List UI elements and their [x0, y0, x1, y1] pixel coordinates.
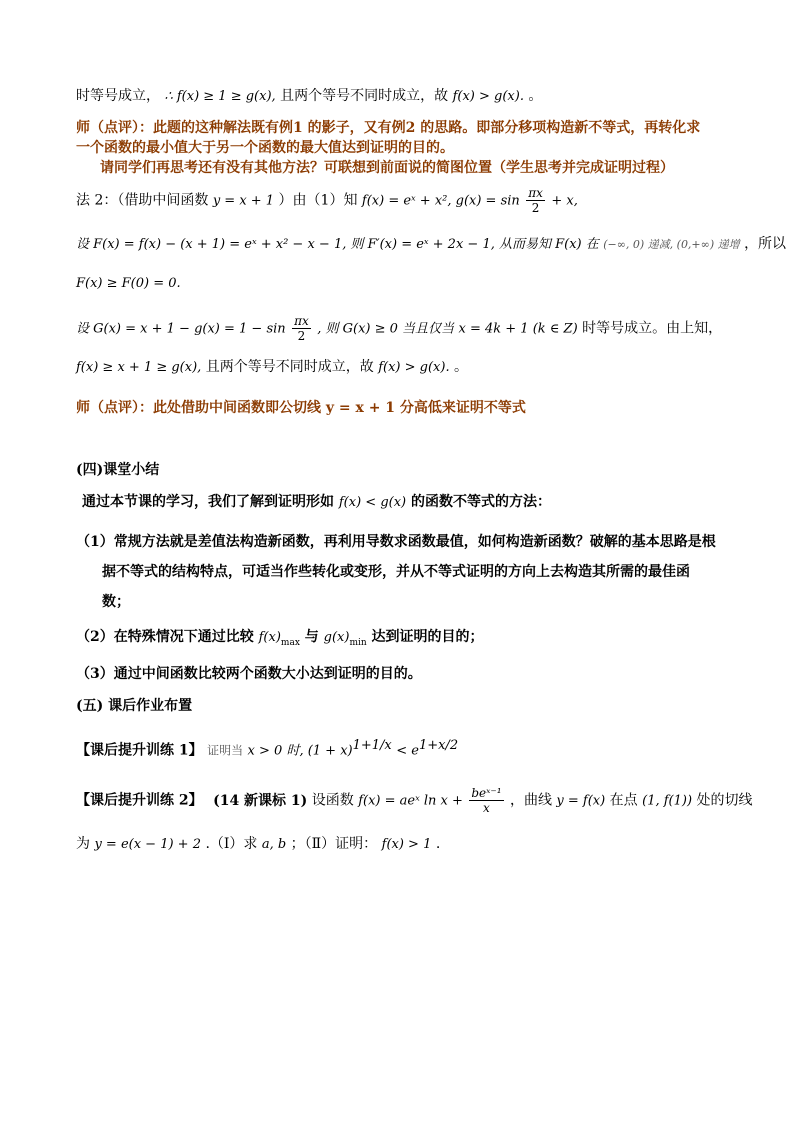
interval: (−∞, 0) 递减, (0,+∞) 递增: [603, 238, 740, 251]
formula: 设 F(x) = f(x) − (x + 1) = eˣ + x² − x − 1, 则 F′(x) = eˣ + 2x − 1, 从而易知 F(x) 在: [76, 237, 599, 252]
point-1a: （1）常规方法就是差值法构造新函数，再利用导数求函数最值，如何构造新函数？破解的基本思路是根: [76, 534, 716, 550]
text: 法 2：（借助中间函数: [76, 192, 209, 209]
summary-intro: 通过本节课的学习，我们了解到证明形如 f(x) < g(x) 的函数不等式的方法：: [82, 494, 551, 510]
formula: 设 G(x) = x + 1 − g(x) = 1 − sin: [76, 321, 286, 337]
homework-2-cont: 为 y = e(x − 1) + 2 .（Ⅰ）求 a, b ；（Ⅱ）证明： f(x) > 1 .: [76, 836, 441, 852]
text: ，所以: [744, 236, 787, 252]
text: ）由（1）知: [278, 192, 358, 209]
formula: , 则 G(x) ≥ 0 当且仅当: [317, 321, 455, 337]
G-definition-line: [76, 314, 722, 343]
formula: x = 4k + 1 (k ∈ Z): [458, 321, 578, 337]
section-4-heading: (四)课堂小结: [76, 462, 160, 478]
text: 且两个等号不同时成立，故: [280, 88, 449, 104]
F-definition-line: [76, 234, 786, 255]
homework-label: 【课后提升训练 1】: [76, 742, 203, 759]
point-1c: 数；: [102, 594, 130, 610]
homework-1: 【课后提升训练 1】 证明当 x > 0 时, $(1 + x)^{1+1/x} < e^{1+x/2}$: [76, 738, 459, 759]
text: 。: [454, 359, 469, 375]
formula: f(x) = eˣ + x², g(x) = sin: [361, 193, 520, 209]
point-1b: 据不等式的结构特点，可适当作些转化或变形，并从不等式证明的方向上去构造其所需的最佳函: [102, 564, 690, 580]
teacher-comment-1a: 师（点评）：此题的这种解法既有例1 的影子，又有例2 的思路。即部分移项构造新不等式，再转化求: [76, 120, 701, 136]
teacher-comment-1c: 请同学们再思考还有没有其他方法？可联想到前面说的简图位置（学生思考并完成证明过程）: [100, 160, 674, 176]
point-3: （3）通过中间函数比较两个函数大小达到证明的目的。: [76, 666, 422, 682]
method-2-line: [76, 186, 578, 215]
formula: + x,: [551, 193, 578, 209]
teacher-comment-1b: 一个函数的最小值大于另一个函数的最大值达到证明的目的。: [76, 140, 454, 156]
text: 。: [528, 88, 543, 104]
text: 时等号成立。由上知，: [582, 320, 723, 337]
formula: f(x) < g(x): [338, 495, 407, 510]
formula: y = x + 1: [212, 193, 275, 209]
F-inequality: F(x) ≥ F(0) = 0.: [76, 276, 181, 291]
point-2: （2）在特殊情况下通过比较 $f(x)_{max}$ 与 $g(x)_{min}$ 达到证明的目的；: [76, 629, 484, 648]
homework-2: 【课后提升训练 2】 (14 新课标 1) 设函数 f(x) = aeˣ ln x + $\frac{\text{beˣ⁻¹}}{x}$ ，曲线 y = f(x) 在点 (1, f(1)) 处的切线: [76, 786, 753, 815]
fraction: $\frac{\pi x}{2}$: [528, 186, 543, 215]
fraction: $\frac{\text{beˣ⁻¹}}{x}$: [471, 786, 502, 815]
fraction: $\frac{\pi x}{2}$: [294, 314, 309, 343]
text: 且两个等号不同时成立，故: [205, 359, 374, 375]
section-5-heading: (五) 课后作业布置: [76, 698, 193, 714]
conclusion-line: [76, 86, 542, 107]
teacher-comment-2: 师（点评）：此处借助中间函数即公切线 y = x + 1 分高低来证明不等式: [76, 400, 526, 416]
formula: ∴ f(x) ≥ 1 ≥ g(x),: [164, 89, 276, 104]
result-line: [76, 357, 468, 378]
text: 时等号成立，: [76, 88, 160, 104]
formula: f(x) ≥ x + 1 ≥ g(x),: [76, 360, 202, 375]
homework-label: 【课后提升训练 2】: [76, 792, 203, 809]
formula: f(x) > g(x).: [452, 89, 524, 104]
formula: f(x) > g(x).: [378, 360, 450, 375]
